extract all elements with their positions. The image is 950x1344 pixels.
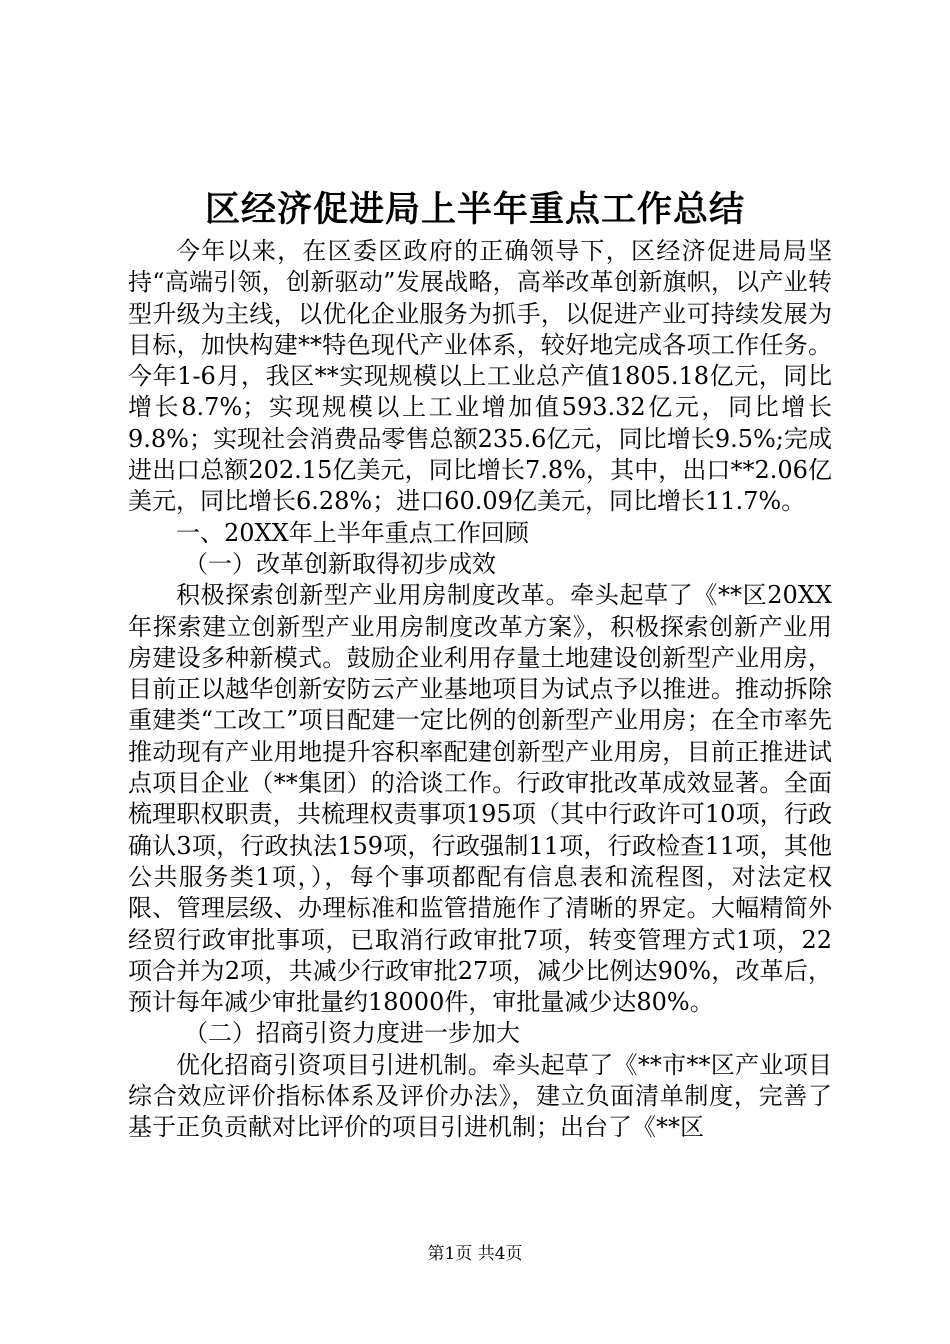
investment-paragraph: 优化招商引资项目引进机制。牵头起草了《**市**区产业项目综合效应评价指标体系及评价办法》，建立负面清单制度，完善了基于正负贡献对比评价的项目引进机制；出台了《**区: [128, 1050, 832, 1142]
intro-paragraph: 今年以来，在区委区政府的正确领导下，区经济促进局局坚持“高端引领，创新驱动”发展战略，高举改革创新旗帜，以产业转型升级为主线，以优化企业服务为抓手，以促进产业可持续发展为目标，加快构建**特色现代产业体系，较好地完成各项工作任务。今年1-6月，我区**实现规模以上工业总产值1805.18亿元，同比增长8.7%；实现规模以上工业增加值593.32亿元，同比增长9.8%；实现社会消费品零售总额235.6亿元，同比增长9.5%;完成进出口总额202.15亿美元，同比增长7.8%，其中，出口**2.06亿美元，同比增长6.28%；进口60.09亿美元，同比增长11.7%。: [128, 237, 832, 516]
page-number-footer: 第1页 共4页: [427, 1244, 523, 1264]
subsection-heading-1: （一）改革创新取得初步成效: [184, 549, 496, 578]
reform-paragraph: 积极探索创新型产业用房制度改革。牵头起草了《**区20XX年探索建立创新型产业用房制度改革方案》，积极探索创新产业用房建设多种新模式。鼓励企业利用存量土地建设创新型产业用房，目前正以越华创新安防云产业基地项目为试点予以推进。推动拆除重建类“工改工”项目配建一定比例的创新型产业用房；在全市率先推动现有产业用地提升容积率配建创新型产业用房，目前正推进试点项目企业（**集团）的洽谈工作。行政审批改革成效显著。全面梳理职权职责，共梳理权责事项195项（其中行政许可10项，行政确认3项，行政执法159项，行政强制11项，行政检查11项，其他公共服务类1项，），每个事项都配有信息表和流程图，对法定权限、管理层级、办理标准和监管措施作了清晰的界定。大幅精简外经贸行政审批事项，已取消行政审批7项，转变管理方式1项，22项合并为2项，共减少行政审批27项，减少比例达90%，改革后，预计每年减少审批量约18000件，审批量减少达80%。: [128, 581, 832, 1017]
document-body: [128, 236, 832, 1144]
section-heading: 一、20XX年上半年重点工作回顾: [176, 518, 529, 547]
document-title: 区经济促进局上半年重点工作总结: [204, 189, 745, 230]
subsection-heading-2: （二）招商引资力度进一步加大: [184, 1019, 520, 1048]
